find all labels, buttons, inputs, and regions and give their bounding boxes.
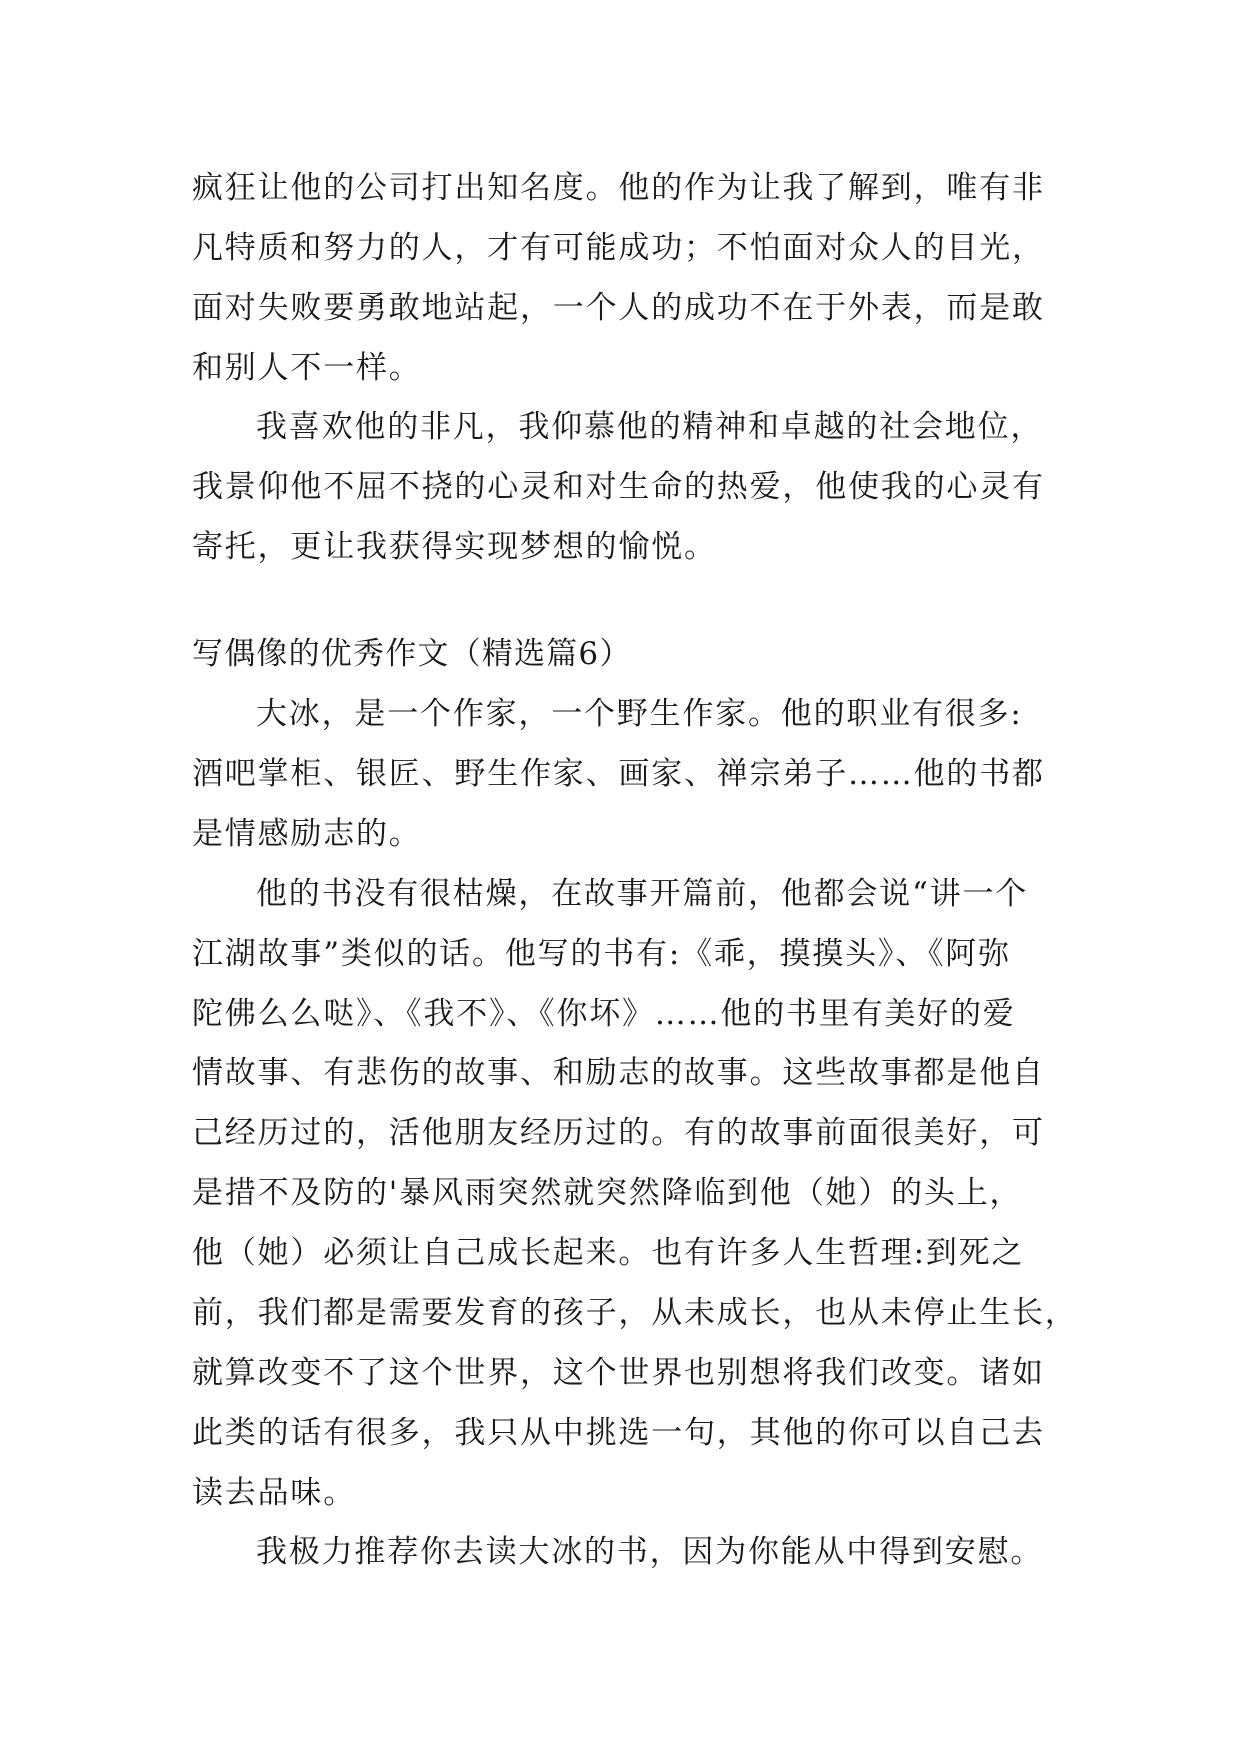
paragraph-2-line-3: 寄托，更让我获得实现梦想的愉悦。 — [192, 529, 717, 565]
paragraph-4-line-2: 江湖故事”类似的话。他写的书有:《乖，摸摸头》、《阿弥 — [192, 936, 1011, 972]
paragraph-1-line-4: 和别人不一样。 — [192, 350, 422, 386]
paragraph-4-line-11: 读去品味。 — [192, 1475, 356, 1511]
paragraph-1-line-2: 凡特质和努力的人，才有可能成功；不怕面对众人的目光， — [192, 230, 1045, 266]
paragraph-1-line-1: 疯狂让他的公司打出知名度。他的作为让我了解到，唯有非 — [192, 170, 1045, 206]
paragraph-4-line-10: 此类的话有很多，我只从中挑选一句，其他的你可以自己去 — [192, 1415, 1045, 1451]
paragraph-4-line-4: 情故事、有悲伤的故事、和励志的故事。这些故事都是他自 — [192, 1055, 1045, 1091]
paragraph-4-line-7: 他（她）必须让自己成长起来。也有许多人生哲理:到死之 — [192, 1235, 1025, 1271]
paragraph-3-line-3: 是情感励志的。 — [192, 816, 422, 852]
paragraph-2-line-2: 我景仰他不屈不挠的心灵和对生命的热爱，他使我的心灵有 — [192, 469, 1045, 505]
section-heading: 写偶像的优秀作文（精选篇6） — [192, 636, 632, 672]
paragraph-3-line-1: 大冰，是一个作家，一个野生作家。他的职业有很多: — [256, 696, 1023, 732]
paragraph-4-line-8: 前，我们都是需要发育的孩子，从未成长，也从未停止生长， — [192, 1295, 1078, 1331]
paragraph-4-line-9: 就算改变不了这个世界，这个世界也别想将我们改变。诸如 — [192, 1355, 1045, 1391]
paragraph-1-line-3: 面对失败要勇敢地站起，一个人的成功不在于外表，而是敢 — [192, 290, 1045, 326]
paragraph-3-line-2: 酒吧掌柜、银匠、野生作家、画家、禅宗弟子……他的书都 — [192, 756, 1045, 792]
paragraph-2-line-1: 我喜欢他的非凡，我仰慕他的精神和卓越的社会地位， — [256, 409, 1044, 445]
paragraph-4-line-1: 他的书没有很枯燥，在故事开篇前，他都会说“讲一个 — [256, 876, 1029, 912]
paragraph-5-line-1: 我极力推荐你去读大冰的书，因为你能从中得到安慰。 — [256, 1534, 1044, 1570]
paragraph-4-line-5: 己经历过的，活他朋友经历过的。有的故事前面很美好，可 — [192, 1115, 1045, 1151]
paragraph-4-line-6: 是措不及防的'暴风雨突然就突然降临到他（她）的头上， — [192, 1175, 1023, 1211]
paragraph-4-line-3: 陀佛么么哒》、《我不》、《你坏》……他的书里有美好的爱 — [192, 996, 1016, 1032]
